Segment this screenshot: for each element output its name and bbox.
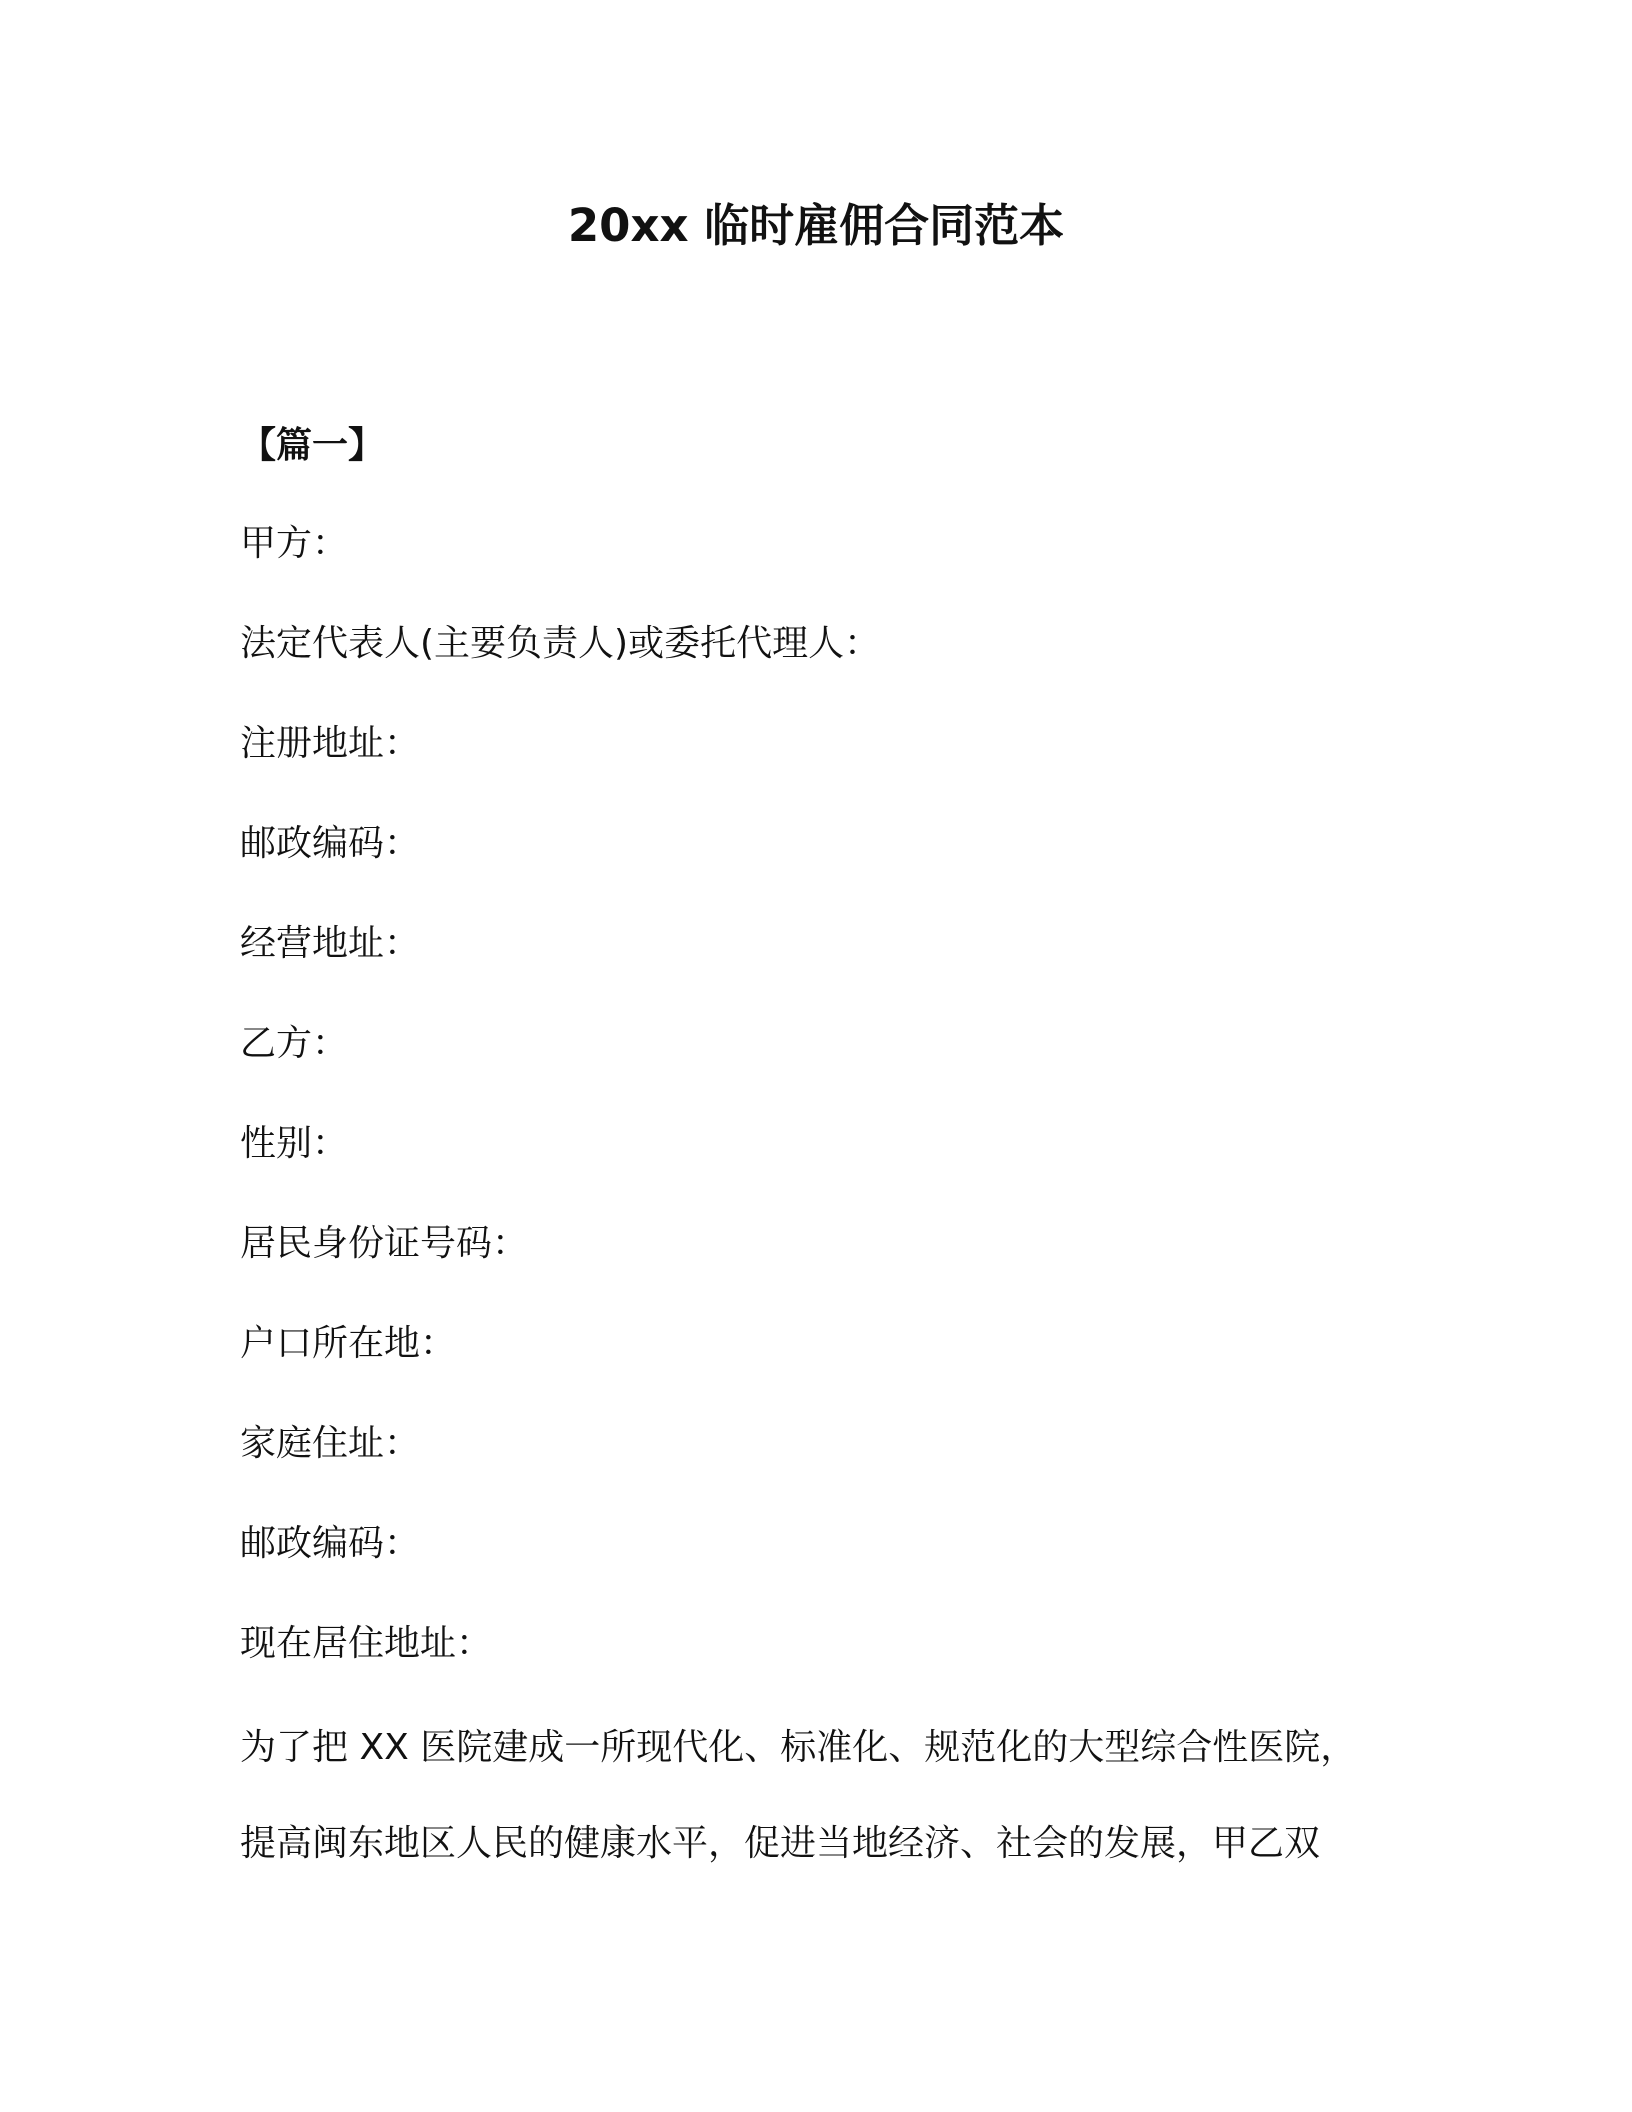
field-home-address: 家庭住址： xyxy=(240,1423,421,1464)
field-registered-address: 注册地址： xyxy=(240,723,421,764)
body-paragraph-line-1: 为了把 XX 医院建成一所现代化、标准化、规范化的大型综合性医院， xyxy=(240,1727,1357,1768)
body-paragraph-line-2: 提高闽东地区人民的健康水平，促进当地经济、社会的发展，甲乙双 xyxy=(240,1823,1321,1864)
field-current-address: 现在居住地址： xyxy=(240,1623,493,1664)
document-title: 20xx 临时雇佣合同范本 xyxy=(567,199,1065,252)
field-business-address: 经营地址： xyxy=(240,923,421,964)
field-id-number: 居民身份证号码： xyxy=(240,1223,529,1264)
section-label: 【篇一】 xyxy=(240,425,385,466)
field-party-b: 乙方： xyxy=(240,1023,349,1064)
field-party-a: 甲方： xyxy=(240,523,349,564)
field-household-registration: 户口所在地： xyxy=(240,1323,457,1364)
field-gender: 性别： xyxy=(240,1123,349,1164)
field-postal-code-b: 邮政编码： xyxy=(240,1523,421,1564)
field-legal-representative: 法定代表人(主要负责人)或委托代理人： xyxy=(240,623,881,664)
field-postal-code-a: 邮政编码： xyxy=(240,823,421,864)
